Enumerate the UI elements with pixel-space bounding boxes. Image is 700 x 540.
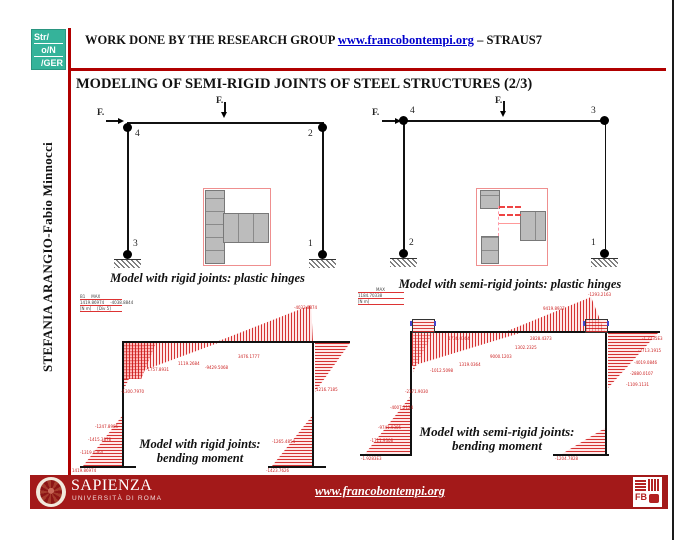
semirigid-inset-spring-dash-1 (499, 206, 521, 208)
bm-semirigid-frame-beam (410, 331, 608, 333)
bm-semirigid-caption (408, 425, 586, 453)
rigid-node-3-dot (123, 250, 132, 259)
semirigid-support-left (390, 258, 417, 267)
semirigid-node-4-label: 4 (410, 106, 415, 116)
semirigid-inset-spring-dash-2 (499, 214, 521, 216)
bm-rigid-value-label: -1415.3878 (88, 437, 112, 442)
header-link[interactable]: www.francobontempi.org (337, 33, 474, 47)
semirigid-node-2-dot (399, 249, 408, 258)
bm-rigid-value-label: 1216.7185 (316, 387, 338, 392)
horizontal-red-rule (68, 68, 666, 71)
bm-semirigid-value-label: -1012.5098 (430, 368, 454, 373)
semirigid-force-v-arrowhead-icon (500, 111, 506, 117)
bm-semirigid-bracket-tick (434, 321, 436, 326)
bm-semirigid-left-connection-bracket (412, 319, 435, 333)
fb-stamp-initials: FB (635, 492, 647, 502)
rigid-node-3-label: 3 (133, 239, 138, 249)
vertical-red-rule (68, 28, 71, 475)
bm-rigid-value-label: 3476.1777 (238, 354, 260, 359)
bm-semirigid-value-label: -4007.2124 (390, 405, 414, 410)
bm-semirigid-caption-line1: Model with semi-rigid joints: (419, 424, 575, 439)
semirigid-frame-right-column (605, 120, 607, 255)
bm-semirigid-bracket-tick (410, 321, 412, 326)
bm-rigid-legend-r2c1: 1419.86974 (80, 300, 105, 305)
bm-semirigid-value-label: -2713.1915 (638, 348, 662, 353)
bm-semirigid-value-label: -1711.9308 (370, 438, 394, 443)
bm-rigid-value-label: -1757.8931 (146, 367, 170, 372)
semirigid-inset-column-top (480, 190, 500, 209)
bm-rigid-value-label: -9429.5068 (205, 365, 229, 370)
semirigid-inset-beam-block (520, 211, 546, 241)
rigid-node-2-label: 2 (308, 129, 313, 139)
bm-rigid-value-label: -4033.8874 (294, 305, 318, 310)
bm-semirigid-value-label: 1302.2325 (515, 345, 537, 350)
semirigid-frame-left-column (403, 120, 405, 255)
bm-semirigid-value-label: -2371.9030 (405, 389, 429, 394)
bm-rigid-legend-r1c1: B1 (80, 294, 86, 299)
semirigid-node-1-dot (600, 249, 609, 258)
author-vertical-text: STEFANIA ARANGIO-Fabio Minnocci (40, 141, 55, 372)
bm-semirigid-frame-right-column (605, 331, 607, 456)
bm-semirigid-value-label: -9741.9305 (378, 425, 402, 430)
stronger-logo (31, 29, 66, 70)
bm-semirigid-bracket-tick (583, 321, 585, 326)
bm-rigid-value-label: 1419.86974 (72, 468, 97, 473)
stronger-logo-line2: o/N (34, 44, 63, 57)
semirigid-force-h-arrow-line (382, 120, 396, 122)
right-border-line (672, 0, 674, 540)
fb-stamp-block (635, 479, 646, 491)
semirigid-joint-inset (476, 188, 548, 266)
semirigid-force-h-label: F. (372, 108, 380, 118)
rigid-frame-left-column (127, 122, 129, 256)
bm-semirigid-legend-r1c1: MAX (376, 287, 385, 292)
fb-stamp-dot (649, 494, 659, 503)
rigid-node-4-label: 4 (135, 129, 140, 139)
bm-rigid-caption-line1: Model with rigid joints: (139, 437, 261, 451)
bm-rigid-beam-right-hatch (216, 305, 313, 342)
bm-semirigid-value-label: -1.7235E3 (642, 336, 663, 341)
bm-rigid-value-label: -1265.4854 (272, 439, 296, 444)
footer-link[interactable]: www.francobontempi.org (314, 484, 446, 498)
bm-semirigid-value-label: -1.9283E3 (361, 456, 382, 461)
bm-semirigid-value-label: -1204.7828 (555, 456, 579, 461)
bm-semirigid-value-label: 9000.1203 (490, 354, 512, 359)
page-title: MODELING OF SEMI-RIGID JOINTS OF STEEL STRUCTURES (2/3) (76, 76, 533, 92)
bm-rigid-value-label: -1247.8985 (95, 424, 119, 429)
bm-rigid-caption (120, 437, 280, 465)
rigid-joint-inset (203, 188, 271, 266)
rigid-frame-caption: Model with rigid joints: plastic hinges (110, 271, 305, 285)
semirigid-inset-spring-link (499, 223, 520, 224)
bm-semirigid-value-label: 2828.4373 (530, 336, 552, 341)
bm-rigid-legend-r1c2: MAX (91, 294, 101, 299)
rigid-force-v-label: F. (216, 96, 224, 106)
bm-rigid-value-label: -1319.0364 (80, 450, 104, 455)
bm-semirigid-value-label: 1319.0364 (459, 362, 481, 367)
bm-rigid-rightcol-outer-hatch (315, 343, 350, 392)
rigid-force-v-arrowhead-icon (221, 112, 227, 118)
sapienza-wordmark: SAPIENZA (71, 477, 153, 494)
bm-semirigid-beam-extension (607, 331, 660, 333)
bm-semirigid-value-label: -1293.2163 (588, 292, 612, 297)
bm-semirigid-value-label: -4019.0846 (634, 360, 658, 365)
semirigid-force-h-arrowhead-icon (395, 118, 401, 124)
bm-semirigid-legend-r2c1: 1184.70338 (358, 293, 383, 298)
bm-semirigid-right-connection-bracket (585, 319, 608, 333)
rigid-node-4-dot (123, 123, 132, 132)
semirigid-node-3-dot (600, 116, 609, 125)
bm-rigid-value-label: 1119.2684 (178, 361, 200, 366)
rigid-force-h-label: F. (97, 108, 105, 118)
bm-semirigid-value-label: 1736.0364 (448, 336, 470, 341)
rigid-inset-column (205, 190, 225, 264)
bm-semirigid-bracket-tick (607, 321, 609, 326)
bm-rigid-legend-r3c1: [N m] (80, 306, 92, 311)
rigid-support-right (309, 259, 336, 268)
fb-stamp-logo (633, 477, 662, 507)
rigid-node-1-dot (318, 250, 327, 259)
bm-semirigid-value-label: 9419.8937 (543, 306, 565, 311)
rigid-node-1-label: 1 (308, 239, 313, 249)
header (85, 33, 660, 48)
fb-stamp-block (648, 479, 659, 491)
bm-rigid-value-label: -1423.7626 (266, 468, 290, 473)
rigid-inset-beam (223, 213, 269, 243)
bm-rigid-legend-r3c2: [Div 5] (97, 306, 111, 311)
semirigid-node-2-label: 2 (409, 238, 414, 248)
semirigid-force-v-label: F. (495, 96, 503, 106)
rigid-force-h-arrowhead-icon (118, 118, 124, 124)
stronger-logo-line3: /GER (40, 58, 63, 68)
stronger-logo-line1: Str/ (34, 31, 63, 44)
rigid-frame-right-column (322, 122, 324, 256)
rigid-node-2-dot (318, 123, 327, 132)
bm-semirigid-legend (358, 287, 404, 305)
sapienza-emblem-icon (36, 477, 66, 507)
rigid-support-left (114, 259, 141, 268)
header-prefix: WORK DONE BY THE RESEARCH GROUP (85, 33, 338, 47)
bm-semirigid-caption-line2: bending moment (452, 438, 542, 453)
semirigid-frame-caption: Model with semi-rigid joints: plastic hinges (398, 277, 622, 291)
semirigid-inset-spring-vline (498, 206, 499, 236)
bm-rigid-caption-line2: bending moment (156, 451, 244, 465)
semirigid-support-right (591, 258, 618, 267)
bm-semirigid-legend-r3c1: [N m] (358, 299, 370, 304)
semirigid-node-3-label: 3 (591, 106, 596, 116)
bm-semirigid-value-label: -2880.0107 (630, 371, 654, 376)
bm-semirigid-value-label: -1109.1131 (626, 382, 650, 387)
bm-rigid-legend-r2c2: -4038.8844 (110, 300, 134, 305)
rigid-frame-beam (127, 122, 323, 124)
bm-rigid-frame-right-column (312, 341, 314, 468)
bm-rigid-legend (80, 294, 134, 312)
bm-rigid-value-label: -1300.7970 (121, 389, 145, 394)
bm-rigid-beam-extension (314, 341, 350, 343)
semirigid-inset-column-bottom (481, 236, 499, 264)
semirigid-frame-beam (403, 120, 606, 122)
semirigid-node-1-label: 1 (591, 238, 596, 248)
header-suffix: – STRAUS7 (473, 33, 543, 47)
sapienza-emblem-inner (40, 480, 62, 504)
bm-rigid-frame-beam (122, 341, 314, 343)
sapienza-subtitle: UNIVERSITÀ DI ROMA (72, 495, 163, 502)
